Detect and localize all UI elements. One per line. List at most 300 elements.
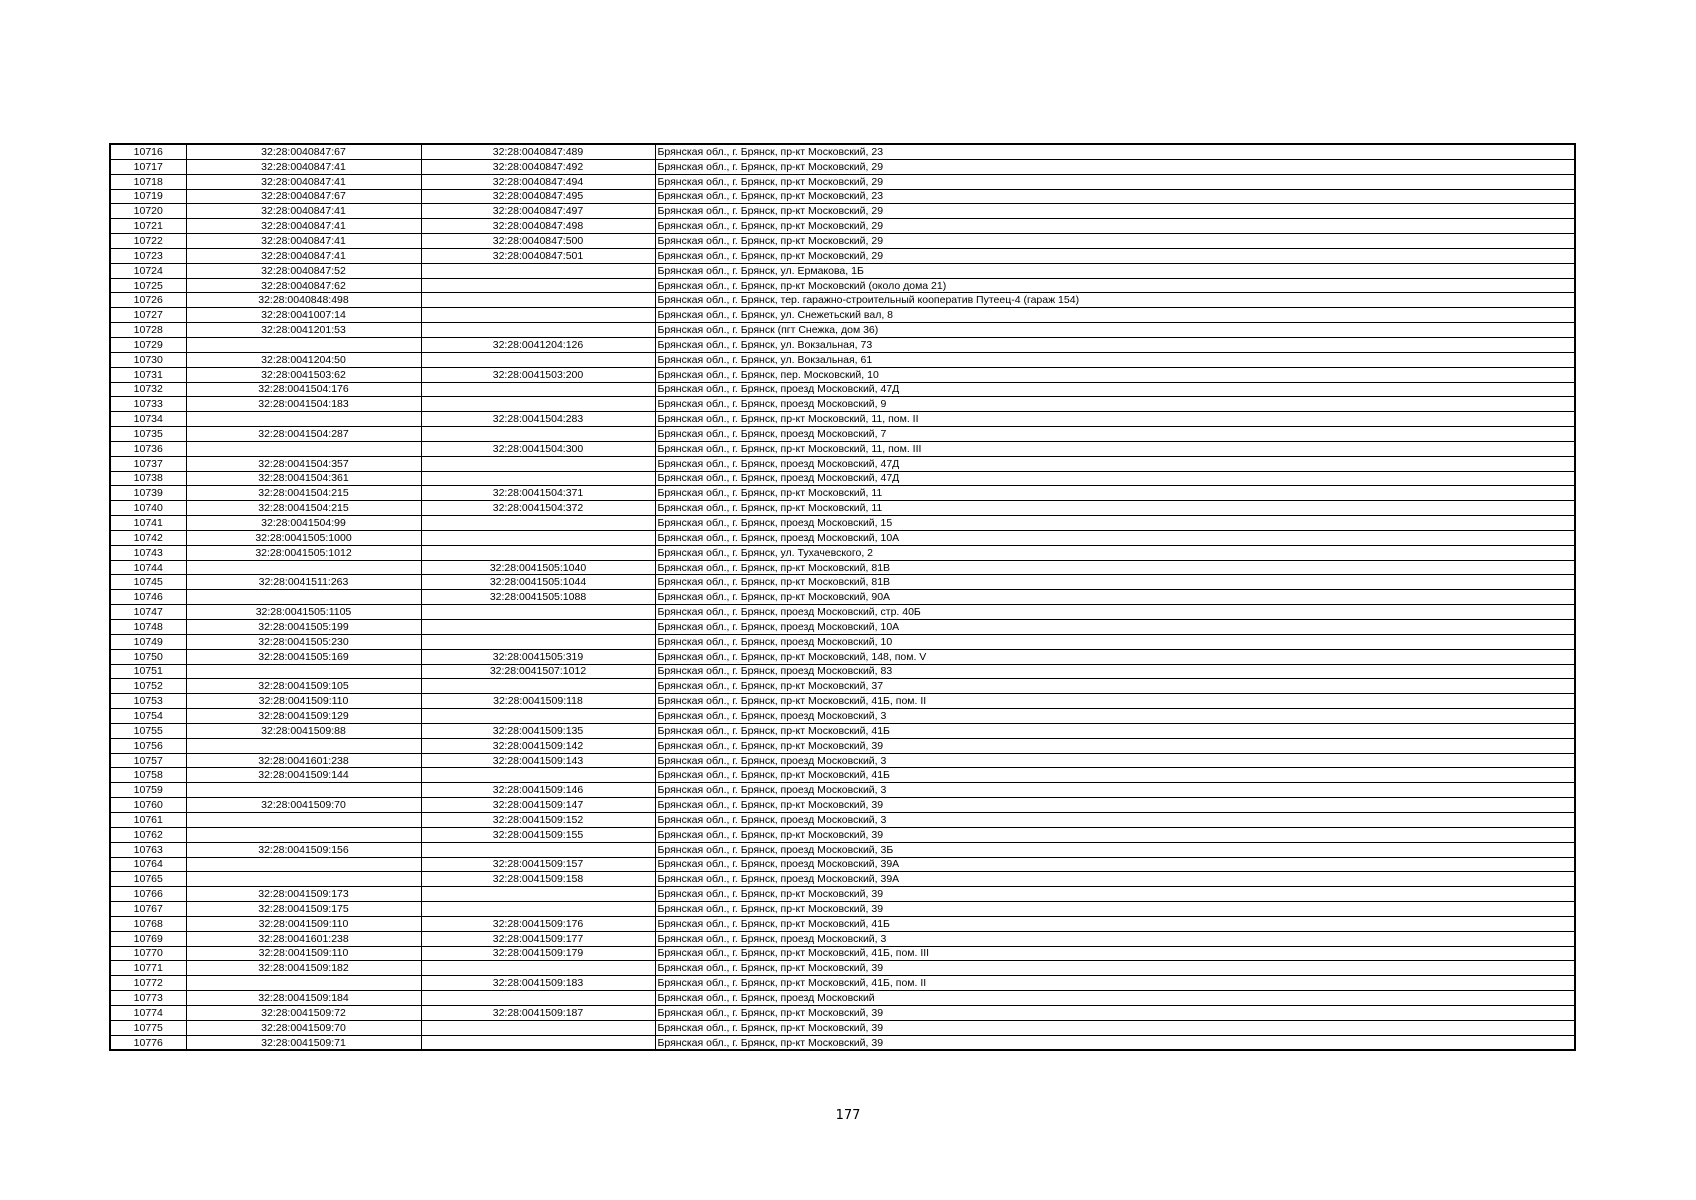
address-cell: Брянская обл., г. Брянск, ул. Тухачевского, 2 <box>655 545 1575 560</box>
address-cell: Брянская обл., г. Брянск, проезд Московский, 3 <box>655 812 1575 827</box>
address-cell: Брянская обл., г. Брянск, пр-кт Московский, 29 <box>655 174 1575 189</box>
address-cell: Брянская обл., г. Брянск, пр-кт Московский, 81В <box>655 560 1575 575</box>
table-row <box>110 664 1575 679</box>
object-number-cell <box>421 1035 655 1050</box>
cadastral-number-cell: 32:28:0040847:41 <box>186 159 421 174</box>
table-row <box>110 887 1575 902</box>
table-row <box>110 204 1575 219</box>
object-number-cell: 32:28:0041503:200 <box>421 367 655 382</box>
row-number-cell: 10727 <box>110 308 186 323</box>
address-cell: Брянская обл., г. Брянск, пр-кт Московский, 41Б, пом. II <box>655 694 1575 709</box>
row-number-cell: 10729 <box>110 337 186 352</box>
address-cell: Брянская обл., г. Брянск, проезд Московский, 47Д <box>655 382 1575 397</box>
cadastral-number-cell: 32:28:0041204:50 <box>186 352 421 367</box>
table-row <box>110 738 1575 753</box>
row-number-cell: 10745 <box>110 575 186 590</box>
row-number-cell: 10766 <box>110 887 186 902</box>
object-number-cell <box>421 887 655 902</box>
table-row <box>110 397 1575 412</box>
cadastral-number-cell: 32:28:0041509:70 <box>186 798 421 813</box>
object-number-cell: 32:28:0041507:1012 <box>421 664 655 679</box>
cadastral-number-cell: 32:28:0041503:62 <box>186 367 421 382</box>
cadastral-number-cell: 32:28:0040847:67 <box>186 144 421 159</box>
object-number-cell: 32:28:0041204:126 <box>421 337 655 352</box>
table-row <box>110 352 1575 367</box>
cadastral-number-cell: 32:28:0041509:184 <box>186 991 421 1006</box>
table-row <box>110 842 1575 857</box>
cadastral-number-cell: 32:28:0041509:129 <box>186 709 421 724</box>
row-number-cell: 10763 <box>110 842 186 857</box>
row-number-cell: 10754 <box>110 709 186 724</box>
row-number-cell: 10732 <box>110 382 186 397</box>
object-number-cell: 32:28:0041505:319 <box>421 649 655 664</box>
table-row <box>110 812 1575 827</box>
object-number-cell: 32:28:0041505:1088 <box>421 590 655 605</box>
row-number-cell: 10768 <box>110 916 186 931</box>
row-number-cell: 10775 <box>110 1020 186 1035</box>
cadastral-number-cell: 32:28:0040847:41 <box>186 174 421 189</box>
address-cell: Брянская обл., г. Брянск, проезд Московский, 7 <box>655 427 1575 442</box>
cadastral-number-cell: 32:28:0040847:52 <box>186 263 421 278</box>
cadastral-number-cell: 32:28:0041007:14 <box>186 308 421 323</box>
table-row <box>110 798 1575 813</box>
address-cell: Брянская обл., г. Брянск, проезд Московский, 3 <box>655 783 1575 798</box>
cadastral-number-cell <box>186 827 421 842</box>
address-cell: Брянская обл., г. Брянск, пр-кт Московский, 11 <box>655 501 1575 516</box>
cadastral-number-cell: 32:28:0041509:182 <box>186 961 421 976</box>
table-row <box>110 976 1575 991</box>
object-number-cell: 32:28:0040847:497 <box>421 204 655 219</box>
table-row <box>110 872 1575 887</box>
object-number-cell: 32:28:0040847:492 <box>421 159 655 174</box>
table-row <box>110 337 1575 352</box>
address-cell: Брянская обл., г. Брянск (пгт Снежка, дом 36) <box>655 323 1575 338</box>
table-row <box>110 501 1575 516</box>
table-row <box>110 412 1575 427</box>
row-number-cell: 10718 <box>110 174 186 189</box>
address-cell: Брянская обл., г. Брянск, пр-кт Московский, 39 <box>655 1020 1575 1035</box>
cadastral-number-cell: 32:28:0041601:238 <box>186 753 421 768</box>
table-row <box>110 293 1575 308</box>
row-number-cell: 10747 <box>110 605 186 620</box>
object-number-cell: 32:28:0040847:494 <box>421 174 655 189</box>
row-number-cell: 10758 <box>110 768 186 783</box>
row-number-cell: 10767 <box>110 902 186 917</box>
table-row <box>110 486 1575 501</box>
object-number-cell: 32:28:0041509:177 <box>421 931 655 946</box>
address-cell: Брянская обл., г. Брянск, пр-кт Московский, 39 <box>655 738 1575 753</box>
object-number-cell <box>421 709 655 724</box>
address-cell: Брянская обл., г. Брянск, пр-кт Московский, 29 <box>655 159 1575 174</box>
address-cell: Брянская обл., г. Брянск, пр-кт Московский, 41Б <box>655 723 1575 738</box>
table-row <box>110 144 1575 159</box>
address-cell: Брянская обл., г. Брянск, пр-кт Московский, 11, пом. III <box>655 441 1575 456</box>
row-number-cell: 10752 <box>110 679 186 694</box>
row-number-cell: 10733 <box>110 397 186 412</box>
object-number-cell <box>421 293 655 308</box>
table-row <box>110 248 1575 263</box>
cadastral-number-cell: 32:28:0041509:110 <box>186 694 421 709</box>
cadastral-number-cell: 32:28:0041505:1000 <box>186 530 421 545</box>
cadastral-number-cell: 32:28:0041509:144 <box>186 768 421 783</box>
row-number-cell: 10750 <box>110 649 186 664</box>
row-number-cell: 10725 <box>110 278 186 293</box>
row-number-cell: 10770 <box>110 946 186 961</box>
table-row <box>110 159 1575 174</box>
row-number-cell: 10731 <box>110 367 186 382</box>
object-number-cell <box>421 263 655 278</box>
address-cell: Брянская обл., г. Брянск, ул. Снежетьский вал, 8 <box>655 308 1575 323</box>
row-number-cell: 10742 <box>110 530 186 545</box>
row-number-cell: 10739 <box>110 486 186 501</box>
data-table <box>109 143 1576 1051</box>
address-cell: Брянская обл., г. Брянск, пр-кт Московский, 39 <box>655 961 1575 976</box>
cadastral-number-cell <box>186 337 421 352</box>
object-number-cell: 32:28:0040847:498 <box>421 219 655 234</box>
table-row <box>110 278 1575 293</box>
cadastral-number-cell: 32:28:0040848:498 <box>186 293 421 308</box>
table-row <box>110 1005 1575 1020</box>
table-row <box>110 709 1575 724</box>
address-cell: Брянская обл., г. Брянск, пр-кт Московский (около дома 21) <box>655 278 1575 293</box>
address-cell: Брянская обл., г. Брянск, проезд Московский, 3 <box>655 709 1575 724</box>
row-number-cell: 10722 <box>110 234 186 249</box>
row-number-cell: 10759 <box>110 783 186 798</box>
object-number-cell <box>421 471 655 486</box>
table-row <box>110 382 1575 397</box>
table-row <box>110 516 1575 531</box>
address-cell: Брянская обл., г. Брянск, ул. Вокзальная, 61 <box>655 352 1575 367</box>
row-number-cell: 10743 <box>110 545 186 560</box>
table-row <box>110 174 1575 189</box>
object-number-cell: 32:28:0041505:1044 <box>421 575 655 590</box>
row-number-cell: 10751 <box>110 664 186 679</box>
object-number-cell: 32:28:0041509:143 <box>421 753 655 768</box>
cadastral-number-cell: 32:28:0041504:357 <box>186 456 421 471</box>
table-row <box>110 857 1575 872</box>
cadastral-number-cell: 32:28:0041504:361 <box>186 471 421 486</box>
address-cell: Брянская обл., г. Брянск, проезд Московский, 39А <box>655 857 1575 872</box>
cadastral-number-cell: 32:28:0041509:70 <box>186 1020 421 1035</box>
row-number-cell: 10749 <box>110 634 186 649</box>
table-row <box>110 605 1575 620</box>
address-cell: Брянская обл., г. Брянск, пр-кт Московский, 11, пом. II <box>655 412 1575 427</box>
address-cell: Брянская обл., г. Брянск, пр-кт Московский, 39 <box>655 798 1575 813</box>
address-cell: Брянская обл., г. Брянск, пр-кт Московский, 29 <box>655 204 1575 219</box>
address-cell: Брянская обл., г. Брянск, проезд Московский, 9 <box>655 397 1575 412</box>
object-number-cell: 32:28:0040847:495 <box>421 189 655 204</box>
row-number-cell: 10744 <box>110 560 186 575</box>
address-cell: Брянская обл., г. Брянск, проезд Московский, 10А <box>655 530 1575 545</box>
row-number-cell: 10730 <box>110 352 186 367</box>
cadastral-number-cell: 32:28:0041504:287 <box>186 427 421 442</box>
address-cell: Брянская обл., г. Брянск, проезд Московский, стр. 40Б <box>655 605 1575 620</box>
row-number-cell: 10753 <box>110 694 186 709</box>
table-row <box>110 323 1575 338</box>
cadastral-number-cell: 32:28:0041504:176 <box>186 382 421 397</box>
table-row <box>110 263 1575 278</box>
table-row <box>110 723 1575 738</box>
object-number-cell: 32:28:0041504:300 <box>421 441 655 456</box>
object-number-cell <box>421 991 655 1006</box>
table-row <box>110 471 1575 486</box>
address-cell: Брянская обл., г. Брянск, проезд Московский, 15 <box>655 516 1575 531</box>
address-cell: Брянская обл., г. Брянск, пр-кт Московский, 39 <box>655 1005 1575 1020</box>
cadastral-number-cell: 32:28:0041509:156 <box>186 842 421 857</box>
object-number-cell <box>421 842 655 857</box>
row-number-cell: 10757 <box>110 753 186 768</box>
cadastral-number-cell: 32:28:0041601:238 <box>186 931 421 946</box>
row-number-cell: 10740 <box>110 501 186 516</box>
address-cell: Брянская обл., г. Брянск, пр-кт Московский, 81В <box>655 575 1575 590</box>
cadastral-number-cell: 32:28:0040847:41 <box>186 219 421 234</box>
row-number-cell: 10762 <box>110 827 186 842</box>
table-row <box>110 1020 1575 1035</box>
object-number-cell: 32:28:0040847:489 <box>421 144 655 159</box>
row-number-cell: 10773 <box>110 991 186 1006</box>
address-cell: Брянская обл., г. Брянск, пр-кт Московский, 41Б, пом. II <box>655 976 1575 991</box>
address-cell: Брянская обл., г. Брянск, ул. Ермакова, 1Б <box>655 263 1575 278</box>
object-number-cell: 32:28:0040847:500 <box>421 234 655 249</box>
cadastral-number-cell: 32:28:0041509:110 <box>186 946 421 961</box>
cadastral-number-cell <box>186 783 421 798</box>
address-cell: Брянская обл., г. Брянск, пр-кт Московский, 29 <box>655 234 1575 249</box>
object-number-cell <box>421 1020 655 1035</box>
table-row <box>110 367 1575 382</box>
object-number-cell: 32:28:0041509:146 <box>421 783 655 798</box>
address-cell: Брянская обл., г. Брянск, пр-кт Московский, 41Б <box>655 768 1575 783</box>
cadastral-number-cell <box>186 560 421 575</box>
table-row <box>110 234 1575 249</box>
row-number-cell: 10776 <box>110 1035 186 1050</box>
object-number-cell <box>421 427 655 442</box>
address-cell: Брянская обл., г. Брянск, пр-кт Московский, 39 <box>655 887 1575 902</box>
address-cell: Брянская обл., г. Брянск, пр-кт Московский, 39 <box>655 902 1575 917</box>
address-cell: Брянская обл., г. Брянск, пер. Московский, 10 <box>655 367 1575 382</box>
cadastral-number-cell: 32:28:0041504:99 <box>186 516 421 531</box>
row-number-cell: 10741 <box>110 516 186 531</box>
table-row <box>110 916 1575 931</box>
table-row <box>110 991 1575 1006</box>
row-number-cell: 10761 <box>110 812 186 827</box>
object-number-cell: 32:28:0041509:157 <box>421 857 655 872</box>
table-row <box>110 456 1575 471</box>
page-number: 177 <box>835 1108 861 1123</box>
address-cell: Брянская обл., г. Брянск, проезд Московский, 10А <box>655 620 1575 635</box>
object-number-cell: 32:28:0041509:179 <box>421 946 655 961</box>
table-row <box>110 441 1575 456</box>
object-number-cell <box>421 530 655 545</box>
address-cell: Брянская обл., г. Брянск, пр-кт Московский, 39 <box>655 1035 1575 1050</box>
row-number-cell: 10765 <box>110 872 186 887</box>
cadastral-number-cell <box>186 872 421 887</box>
cadastral-number-cell <box>186 976 421 991</box>
row-number-cell: 10755 <box>110 723 186 738</box>
table-row <box>110 827 1575 842</box>
table-row <box>110 768 1575 783</box>
row-number-cell: 10737 <box>110 456 186 471</box>
cadastral-number-cell: 32:28:0041505:1012 <box>186 545 421 560</box>
object-number-cell <box>421 323 655 338</box>
address-cell: Брянская обл., г. Брянск, пр-кт Московский, 37 <box>655 679 1575 694</box>
row-number-cell: 10774 <box>110 1005 186 1020</box>
object-number-cell: 32:28:0041509:158 <box>421 872 655 887</box>
cadastral-number-cell: 32:28:0041504:183 <box>186 397 421 412</box>
row-number-cell: 10748 <box>110 620 186 635</box>
address-cell: Брянская обл., г. Брянск, проезд Московский, 47Д <box>655 471 1575 486</box>
table-row <box>110 545 1575 560</box>
cadastral-number-cell: 32:28:0041504:215 <box>186 501 421 516</box>
address-cell: Брянская обл., г. Брянск, проезд Московский <box>655 991 1575 1006</box>
address-cell: Брянская обл., г. Брянск, пр-кт Московский, 29 <box>655 248 1575 263</box>
object-number-cell <box>421 634 655 649</box>
table-row <box>110 620 1575 635</box>
table-row <box>110 946 1575 961</box>
object-number-cell <box>421 382 655 397</box>
row-number-cell: 10735 <box>110 427 186 442</box>
cadastral-number-cell <box>186 590 421 605</box>
row-number-cell: 10771 <box>110 961 186 976</box>
object-number-cell: 32:28:0041509:118 <box>421 694 655 709</box>
cadastral-number-cell <box>186 812 421 827</box>
object-number-cell: 32:28:0041504:372 <box>421 501 655 516</box>
table-row <box>110 219 1575 234</box>
cadastral-number-cell: 32:28:0041509:173 <box>186 887 421 902</box>
row-number-cell: 10772 <box>110 976 186 991</box>
address-cell: Брянская обл., г. Брянск, пр-кт Московский, 23 <box>655 189 1575 204</box>
row-number-cell: 10764 <box>110 857 186 872</box>
row-number-cell: 10726 <box>110 293 186 308</box>
row-number-cell: 10717 <box>110 159 186 174</box>
object-number-cell: 32:28:0041505:1040 <box>421 560 655 575</box>
table-row <box>110 902 1575 917</box>
cadastral-number-cell: 32:28:0041511:263 <box>186 575 421 590</box>
cadastral-number-cell: 32:28:0041505:230 <box>186 634 421 649</box>
object-number-cell <box>421 456 655 471</box>
cadastral-number-cell <box>186 664 421 679</box>
object-number-cell <box>421 516 655 531</box>
row-number-cell: 10756 <box>110 738 186 753</box>
address-cell: Брянская обл., г. Брянск, пр-кт Московский, 90А <box>655 590 1575 605</box>
row-number-cell: 10721 <box>110 219 186 234</box>
address-cell: Брянская обл., г. Брянск, ул. Вокзальная, 73 <box>655 337 1575 352</box>
table-row <box>110 560 1575 575</box>
object-number-cell: 32:28:0041509:183 <box>421 976 655 991</box>
object-number-cell: 32:28:0041509:155 <box>421 827 655 842</box>
table-row <box>110 189 1575 204</box>
object-number-cell: 32:28:0041504:283 <box>421 412 655 427</box>
address-cell: Брянская обл., г. Брянск, пр-кт Московский, 148, пом. V <box>655 649 1575 664</box>
row-number-cell: 10720 <box>110 204 186 219</box>
object-number-cell <box>421 961 655 976</box>
table-row <box>110 931 1575 946</box>
cadastral-number-cell: 32:28:0041509:105 <box>186 679 421 694</box>
row-number-cell: 10769 <box>110 931 186 946</box>
cadastral-number-cell <box>186 738 421 753</box>
cadastral-number-cell: 32:28:0040847:41 <box>186 248 421 263</box>
object-number-cell: 32:28:0041509:147 <box>421 798 655 813</box>
object-number-cell <box>421 308 655 323</box>
object-number-cell <box>421 278 655 293</box>
table-row <box>110 1035 1575 1050</box>
table-row <box>110 634 1575 649</box>
cadastral-number-cell: 32:28:0040847:41 <box>186 234 421 249</box>
cadastral-number-cell: 32:28:0041509:110 <box>186 916 421 931</box>
cadastral-number-cell: 32:28:0041505:199 <box>186 620 421 635</box>
object-number-cell <box>421 902 655 917</box>
address-cell: Брянская обл., г. Брянск, пр-кт Московский, 39 <box>655 827 1575 842</box>
table-row <box>110 679 1575 694</box>
table-row <box>110 961 1575 976</box>
address-cell: Брянская обл., г. Брянск, пр-кт Московский, 41Б <box>655 916 1575 931</box>
address-cell: Брянская обл., г. Брянск, проезд Московский, 39А <box>655 872 1575 887</box>
table-row <box>110 694 1575 709</box>
cadastral-number-cell: 32:28:0041201:53 <box>186 323 421 338</box>
address-cell: Брянская обл., г. Брянск, проезд Московский, 47Д <box>655 456 1575 471</box>
cadastral-number-cell <box>186 857 421 872</box>
object-number-cell: 32:28:0041509:187 <box>421 1005 655 1020</box>
table-row <box>110 575 1575 590</box>
address-cell: Брянская обл., г. Брянск, пр-кт Московский, 23 <box>655 144 1575 159</box>
object-number-cell <box>421 620 655 635</box>
object-number-cell: 32:28:0041509:176 <box>421 916 655 931</box>
address-cell: Брянская обл., г. Брянск, пр-кт Московский, 29 <box>655 219 1575 234</box>
table-row <box>110 427 1575 442</box>
cadastral-number-cell: 32:28:0041509:88 <box>186 723 421 738</box>
object-number-cell: 32:28:0041509:152 <box>421 812 655 827</box>
address-cell: Брянская обл., г. Брянск, проезд Московский, 10 <box>655 634 1575 649</box>
object-number-cell <box>421 397 655 412</box>
cadastral-number-cell: 32:28:0040847:67 <box>186 189 421 204</box>
object-number-cell <box>421 768 655 783</box>
cadastral-number-cell: 32:28:0041505:1105 <box>186 605 421 620</box>
address-cell: Брянская обл., г. Брянск, проезд Московский, 3 <box>655 931 1575 946</box>
address-cell: Брянская обл., г. Брянск, проезд Московский, 3Б <box>655 842 1575 857</box>
cadastral-number-cell: 32:28:0041509:72 <box>186 1005 421 1020</box>
cadastral-number-cell: 32:28:0041509:71 <box>186 1035 421 1050</box>
cadastral-number-cell <box>186 412 421 427</box>
table-row <box>110 753 1575 768</box>
table-row <box>110 590 1575 605</box>
object-number-cell: 32:28:0041509:135 <box>421 723 655 738</box>
cadastral-number-cell: 32:28:0041505:169 <box>186 649 421 664</box>
cadastral-number-cell: 32:28:0040847:41 <box>186 204 421 219</box>
object-number-cell <box>421 352 655 367</box>
cadastral-number-cell: 32:28:0040847:62 <box>186 278 421 293</box>
row-number-cell: 10746 <box>110 590 186 605</box>
row-number-cell: 10728 <box>110 323 186 338</box>
table-body <box>110 144 1575 1050</box>
cadastral-number-cell: 32:28:0041509:175 <box>186 902 421 917</box>
address-cell: Брянская обл., г. Брянск, пр-кт Московский, 41Б, пом. III <box>655 946 1575 961</box>
row-number-cell: 10736 <box>110 441 186 456</box>
row-number-cell: 10719 <box>110 189 186 204</box>
row-number-cell: 10716 <box>110 144 186 159</box>
table-row <box>110 649 1575 664</box>
table-row <box>110 783 1575 798</box>
address-cell: Брянская обл., г. Брянск, проезд Московский, 83 <box>655 664 1575 679</box>
table-row <box>110 308 1575 323</box>
object-number-cell: 32:28:0041509:142 <box>421 738 655 753</box>
address-cell: Брянская обл., г. Брянск, проезд Московский, 3 <box>655 753 1575 768</box>
object-number-cell <box>421 605 655 620</box>
address-cell: Брянская обл., г. Брянск, тер. гаражно-строительный кооператив Путеец-4 (гараж 154) <box>655 293 1575 308</box>
row-number-cell: 10734 <box>110 412 186 427</box>
cadastral-number-cell: 32:28:0041504:215 <box>186 486 421 501</box>
row-number-cell: 10738 <box>110 471 186 486</box>
object-number-cell <box>421 679 655 694</box>
object-number-cell <box>421 545 655 560</box>
